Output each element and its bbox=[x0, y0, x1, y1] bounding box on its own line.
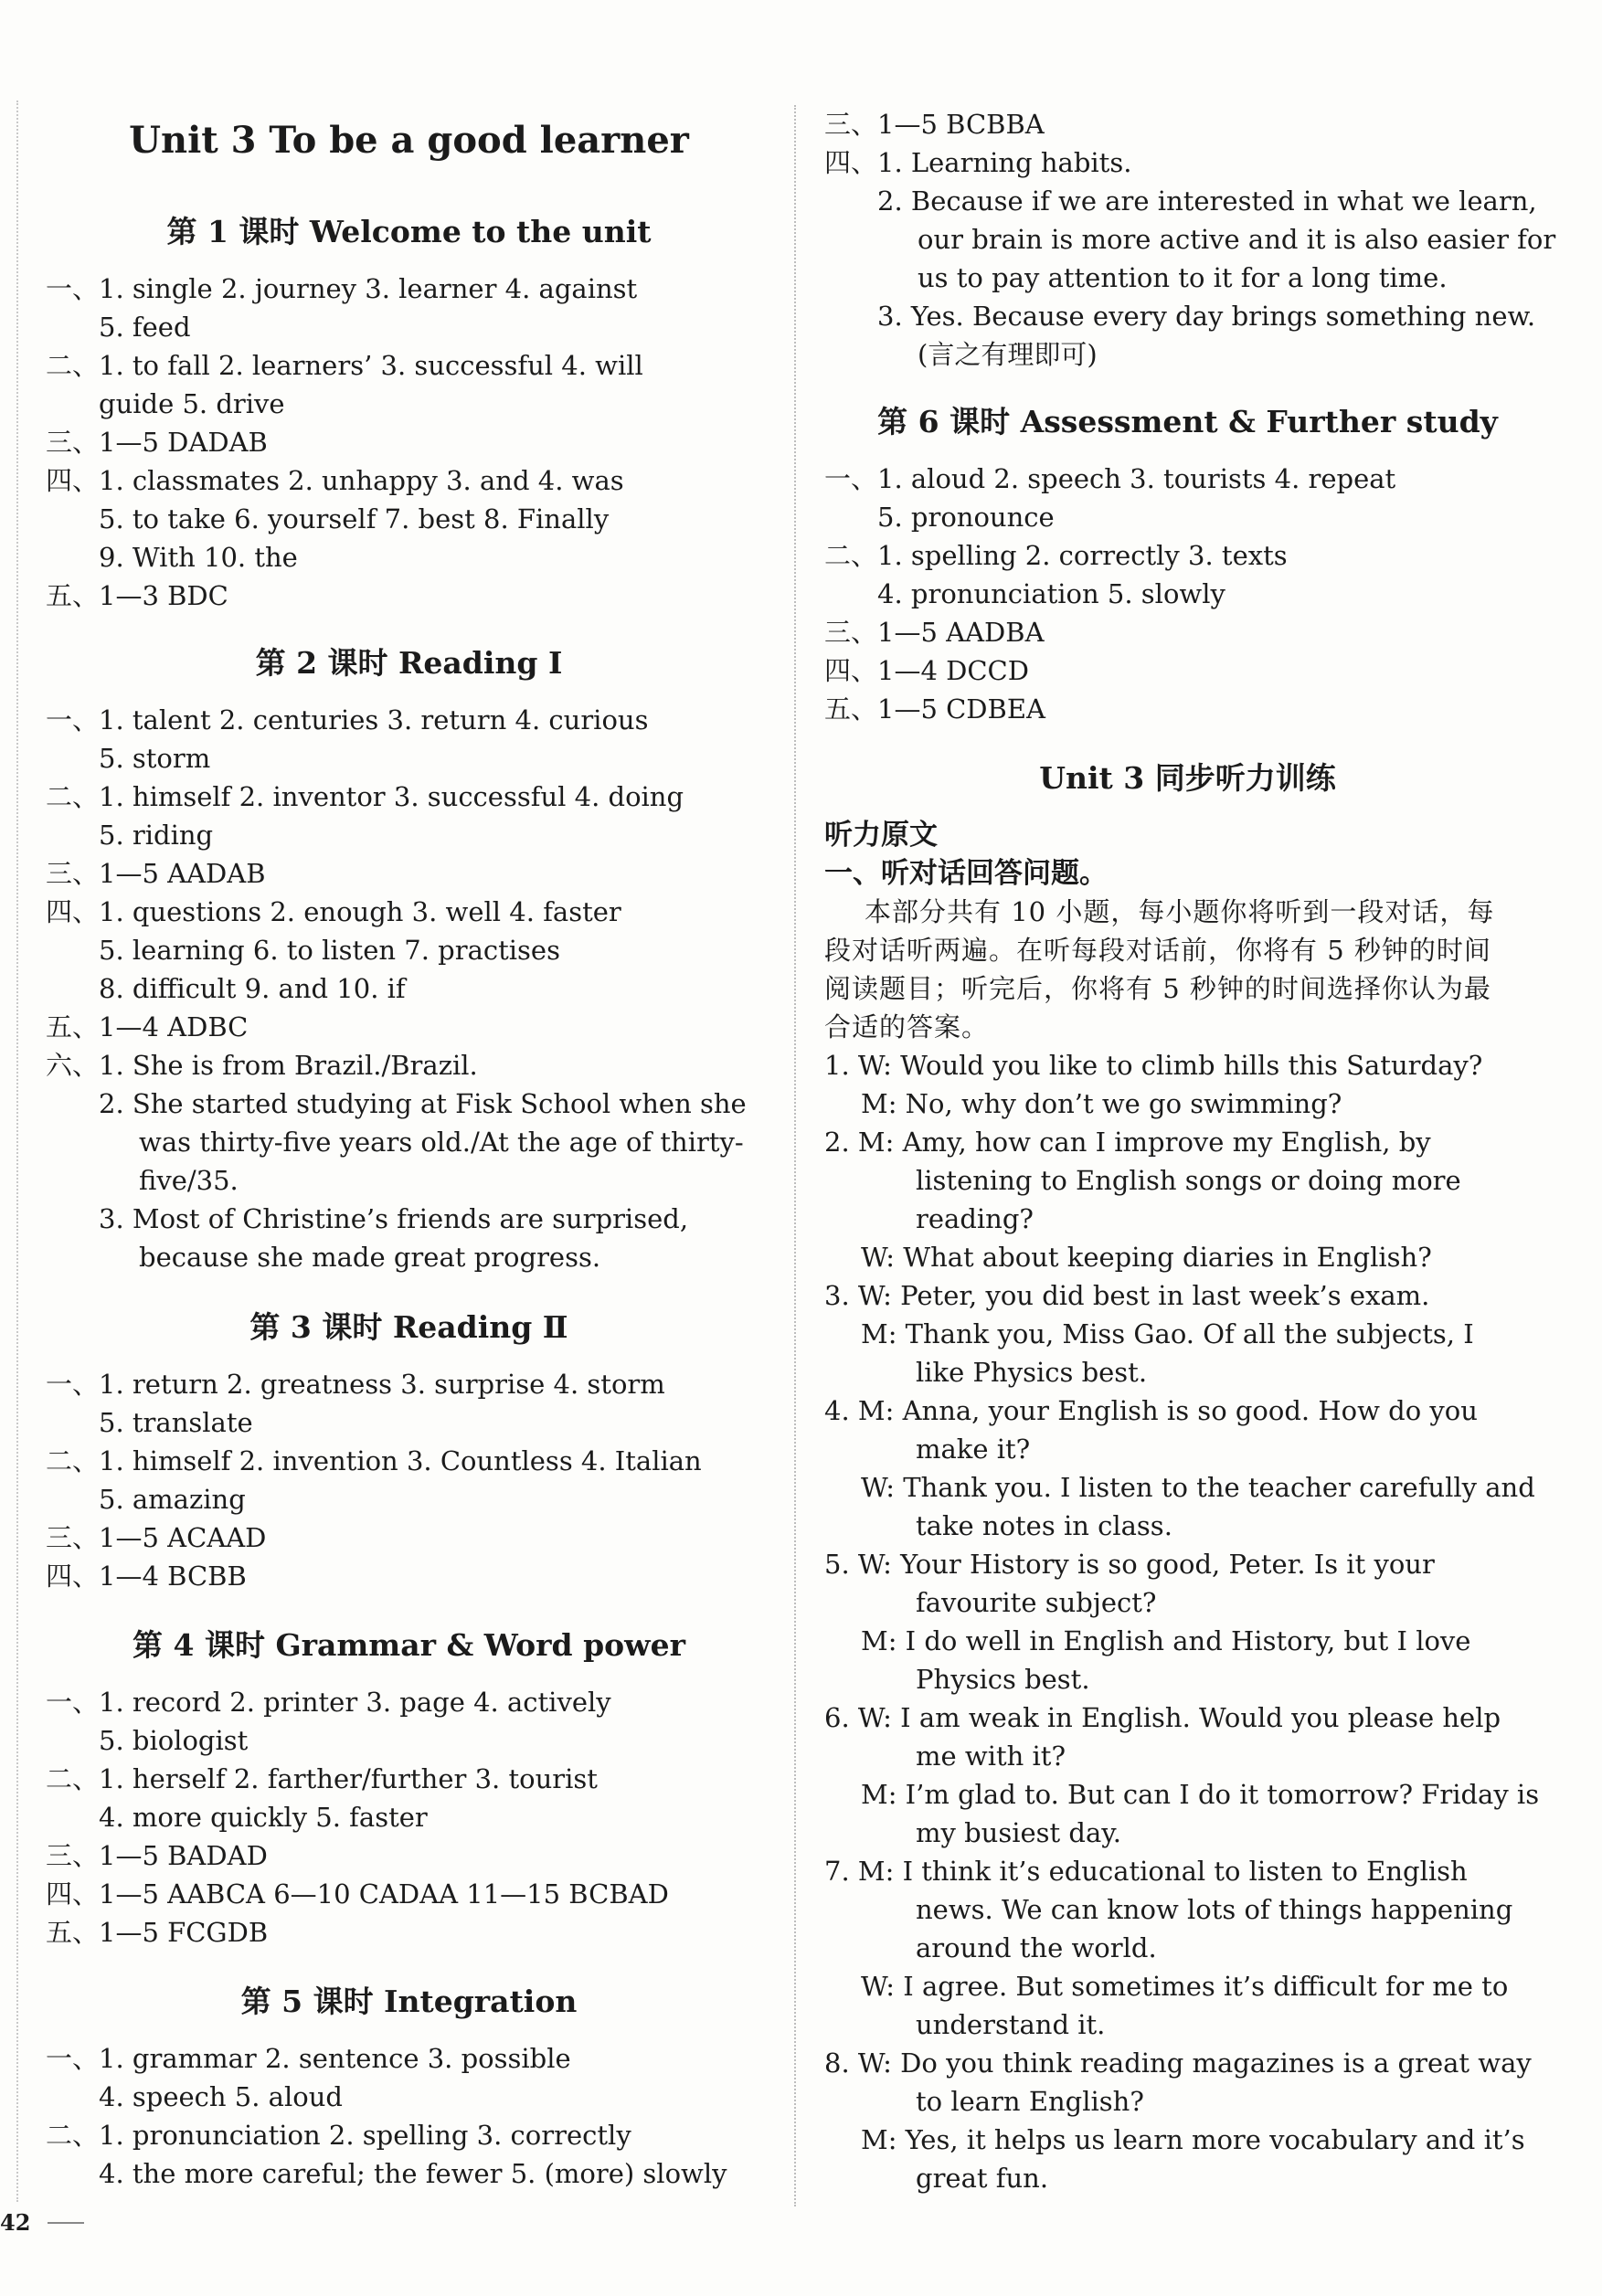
answer-line: 5. biologist bbox=[99, 1725, 249, 1756]
dialogue-line: 4. M: Anna, your English is so good. How do you bbox=[824, 1395, 1478, 1426]
answer-line: 2. She started studying at Fisk School when she bbox=[99, 1088, 747, 1119]
footer-rule bbox=[48, 2222, 84, 2224]
answer-line: 3. Yes. Because every day brings something new. bbox=[877, 301, 1536, 332]
answer-line: 2. Because if we are interested in what we learn, bbox=[877, 185, 1537, 217]
instructions-line: 段对话听两遍。在听每段对话前，你将有 5 秒钟的时间 bbox=[824, 935, 1491, 966]
answer-line: 五、1—5 FCGDB bbox=[46, 1917, 269, 1948]
answer-line: our brain is more active and it is also easier for bbox=[918, 224, 1556, 255]
dialogue-line: Physics best. bbox=[916, 1664, 1090, 1695]
dialogue-line: favourite subject? bbox=[916, 1587, 1157, 1618]
dialogue-line: M: Yes, it helps us learn more vocabulary and it’s bbox=[861, 2124, 1525, 2155]
dialogue-line: 6. W: I am weak in English. Would you please help bbox=[824, 1702, 1501, 1733]
answer-line: 二、1. pronunciation 2. spelling 3. correctly bbox=[46, 2120, 631, 2151]
answer-line: 三、1—5 BCBBA bbox=[824, 109, 1045, 140]
column-divider bbox=[794, 105, 796, 2206]
dialogue-line: 3. W: Peter, you did best in last week’s exam. bbox=[824, 1280, 1430, 1311]
instructions-line: 阅读题目；听完后，你将有 5 秒钟的时间选择你认为最 bbox=[824, 973, 1491, 1004]
dialogue-line: my busiest day. bbox=[916, 1817, 1122, 1848]
lesson-5-title: 第 5 课时 Integration bbox=[240, 1984, 578, 2019]
dialogue-line: me with it? bbox=[916, 1741, 1066, 1772]
answer-line: guide 5. drive bbox=[99, 388, 285, 419]
dialogue-line: news. We can know lots of things happening bbox=[916, 1894, 1513, 1925]
answer-line: 二、1. to fall 2. learners’ 3. successful 4. will bbox=[46, 350, 643, 381]
answer-line: 四、1. classmates 2. unhappy 3. and 4. was bbox=[46, 465, 624, 496]
dialogue-line: around the world. bbox=[916, 1932, 1157, 1963]
answer-line: 二、1. himself 2. invention 3. Countless 4. Italian bbox=[46, 1445, 702, 1476]
answer-line: us to pay attention to it for a long time. bbox=[918, 262, 1448, 293]
instructions-line: 本部分共有 10 小题，每小题你将听到一段对话，每 bbox=[865, 896, 1495, 927]
answer-line: 三、1—5 AADBA bbox=[824, 617, 1045, 648]
answer-line: 一、1. single 2. journey 3. learner 4. against bbox=[46, 273, 638, 304]
answer-line: 二、1. himself 2. inventor 3. successful 4. doing bbox=[46, 781, 684, 812]
dialogue-line: M: I do well in English and History, but I love bbox=[861, 1625, 1471, 1656]
answer-line: 5. riding bbox=[99, 820, 214, 851]
lesson-3-title: 第 3 课时 Reading Ⅱ bbox=[249, 1309, 568, 1345]
answer-line: 二、1. spelling 2. correctly 3. texts bbox=[824, 540, 1288, 571]
answer-line: 四、1—4 BCBB bbox=[46, 1561, 247, 1592]
part1-heading: 一、听对话回答问题。 bbox=[824, 857, 1108, 890]
answer-line: 一、1. aloud 2. speech 3. tourists 4. repeat bbox=[824, 463, 1396, 494]
dialogue-line: 2. M: Amy, how can I improve my English, by bbox=[824, 1127, 1431, 1158]
dialogue-line: like Physics best. bbox=[916, 1357, 1148, 1388]
answer-line: 五、1—3 BDC bbox=[46, 580, 228, 611]
lesson-6-title: 第 6 课时 Assessment & Further study bbox=[877, 404, 1498, 439]
answer-line: 二、1. herself 2. farther/further 3. tourist bbox=[46, 1763, 598, 1794]
answer-line: 一、1. talent 2. centuries 3. return 4. curious bbox=[46, 704, 649, 735]
answer-line: 一、1. record 2. printer 3. page 4. actively bbox=[46, 1687, 611, 1718]
dialogue-line: M: No, why don’t we go swimming? bbox=[861, 1088, 1342, 1119]
lesson-1-title: 第 1 课时 Welcome to the unit bbox=[166, 214, 652, 249]
lesson-2-title: 第 2 课时 Reading Ⅰ bbox=[255, 645, 563, 681]
answer-line: 9. With 10. the bbox=[99, 542, 298, 573]
answer-line: 4. more quickly 5. faster bbox=[99, 1802, 428, 1833]
dialogue-line: 5. W: Your History is so good, Peter. Is it your bbox=[824, 1549, 1435, 1580]
answer-line: was thirty-five years old./At the age of thirty- bbox=[139, 1127, 744, 1158]
answer-line: 五、1—4 ADBC bbox=[46, 1011, 249, 1042]
listening-title: Unit 3 同步听力训练 bbox=[1039, 760, 1336, 796]
answer-line: 一、1. return 2. greatness 3. surprise 4. storm bbox=[46, 1369, 665, 1400]
answer-line: 四、1. questions 2. enough 3. well 4. faster bbox=[46, 896, 621, 927]
answer-line: 三、1—5 ACAAD bbox=[46, 1522, 267, 1553]
dialogue-line: W: What about keeping diaries in English? bbox=[861, 1242, 1432, 1273]
dialogue-line: W: I agree. But sometimes it’s difficult for me to bbox=[861, 1971, 1509, 2002]
answer-line: 5. translate bbox=[99, 1407, 253, 1438]
answer-line: 四、1—5 AABCA 6—10 CADAA 11—15 BCBAD bbox=[46, 1878, 669, 1910]
dialogue-line: M: Thank you, Miss Gao. Of all the subjects, I bbox=[861, 1318, 1474, 1349]
dialogue-line: make it? bbox=[916, 1434, 1031, 1465]
answer-line: 5. learning 6. to listen 7. practises bbox=[99, 935, 560, 966]
dialogue-line: 7. M: I think it’s educational to listen to English bbox=[824, 1856, 1468, 1887]
dialogue-line: great fun. bbox=[916, 2163, 1049, 2194]
dialogue-line: W: Thank you. I listen to the teacher carefully and bbox=[861, 1472, 1535, 1503]
answer-line: 五、1—5 CDBEA bbox=[824, 693, 1045, 725]
answer-line: 5. feed bbox=[99, 312, 191, 343]
answer-line: five/35. bbox=[139, 1165, 239, 1196]
dialogue-line: 8. W: Do you think reading magazines is a great way bbox=[824, 2047, 1532, 2079]
answer-line: 一、1. grammar 2. sentence 3. possible bbox=[46, 2043, 571, 2074]
answer-line: 4. speech 5. aloud bbox=[99, 2081, 343, 2112]
answer-line: 8. difficult 9. and 10. if bbox=[99, 973, 406, 1004]
unit-title: Unit 3 To be a good learner bbox=[129, 119, 689, 162]
dialogue-line: understand it. bbox=[916, 2009, 1106, 2040]
answer-line: 4. pronunciation 5. slowly bbox=[877, 578, 1225, 609]
answer-line: (言之有理即可) bbox=[918, 339, 1098, 370]
answer-line: 四、1. Learning habits. bbox=[824, 147, 1132, 178]
answer-line: 三、1—5 BADAD bbox=[46, 1840, 268, 1871]
answer-line: 六、1. She is from Brazil./Brazil. bbox=[46, 1050, 478, 1081]
binding-edge-divider bbox=[16, 101, 18, 2202]
dialogue-line: to learn English? bbox=[916, 2086, 1144, 2117]
transcript-heading: 听力原文 bbox=[824, 819, 938, 852]
dialogue-line: take notes in class. bbox=[916, 1510, 1172, 1541]
answer-line: 5. pronounce bbox=[877, 502, 1055, 533]
answer-line: 3. Most of Christine’s friends are surprised, bbox=[99, 1203, 689, 1234]
answer-line: 四、1—4 DCCD bbox=[824, 655, 1029, 686]
dialogue-line: listening to English songs or doing more bbox=[916, 1165, 1461, 1196]
dialogue-line: 1. W: Would you like to climb hills this Saturday? bbox=[824, 1050, 1483, 1081]
dialogue-line: M: I’m glad to. But can I do it tomorrow? Friday is bbox=[861, 1779, 1540, 1810]
answer-line: 5. storm bbox=[99, 743, 211, 774]
answer-line: 4. the more careful; the fewer 5. (more) slowly bbox=[99, 2158, 727, 2189]
dialogue-line: reading? bbox=[916, 1203, 1034, 1234]
answer-line: 三、1—5 DADAB bbox=[46, 427, 268, 458]
page-number: 42 bbox=[0, 2209, 31, 2236]
answer-line: 5. amazing bbox=[99, 1484, 246, 1515]
answer-line: 三、1—5 AADAB bbox=[46, 858, 266, 889]
instructions-line: 合适的答案。 bbox=[824, 1011, 990, 1042]
lesson-4-title: 第 4 课时 Grammar & Word power bbox=[133, 1627, 685, 1663]
answer-line: 5. to take 6. yourself 7. best 8. Finally bbox=[99, 503, 610, 534]
answer-line: because she made great progress. bbox=[139, 1242, 601, 1273]
